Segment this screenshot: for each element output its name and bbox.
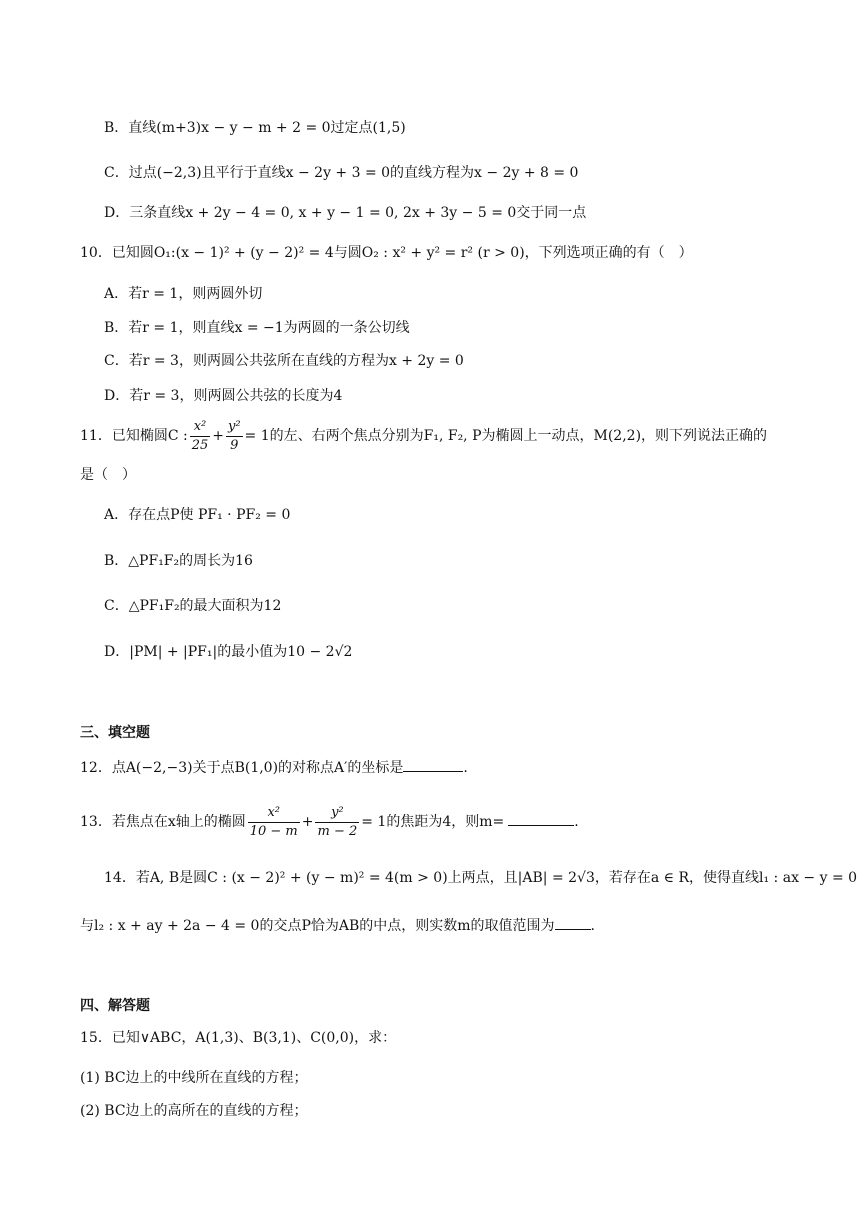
q9-option-d: D．三条直线x + 2y − 4 = 0, x + y − 1 = 0, 2x + 3y − 5 = 0交于同一点	[104, 205, 587, 221]
q9-option-c: C．过点(−2,3)且平行于直线x − 2y + 3 = 0的直线方程为x − 2y + 8 = 0	[104, 165, 579, 181]
q9-option-b: B．直线(m+3)x − y − m + 2 = 0过定点(1,5)	[104, 120, 406, 136]
q11-stem-pre: 11．已知椭圆C :	[80, 428, 188, 444]
q11-option-a: A．存在点P使 PF₁ · PF₂ = 0	[104, 507, 291, 523]
q11-stem	[80, 416, 767, 456]
q13-fraction-y-num: y²	[315, 804, 359, 823]
q14-answer-blank	[555, 915, 591, 930]
q13	[80, 798, 579, 846]
q13-end: .	[574, 814, 579, 830]
q11-fraction-y-num: y²	[226, 418, 243, 437]
q12-end: .	[463, 760, 468, 776]
q10-option-a: A．若r = 1，则两圆外切	[104, 286, 263, 302]
q11-fraction-y	[226, 418, 243, 455]
q13-post: = 1的焦距为4，则m=	[361, 814, 505, 830]
q11-stem-post: = 1的左、右两个焦点分别为F₁, F₂, P为椭圆上一动点，M(2,2)，则下列说法正确的	[244, 428, 768, 444]
q13-fraction-y	[315, 804, 359, 841]
q11-plus: +	[212, 428, 224, 444]
q15-part1: (1) BC边上的中线所在直线的方程；	[80, 1070, 308, 1086]
q13-plus: +	[301, 814, 314, 830]
q11-fraction-x-num: x²	[190, 418, 211, 437]
q11-stem-line2: 是（ ）	[80, 467, 136, 483]
q12-text: 12．点A(−2,−3)关于点B(1,0)的对称点A′的坐标是	[80, 760, 404, 776]
q13-fraction-x-num: x²	[248, 804, 300, 823]
section-fill-in-blank-heading: 三、填空题	[80, 725, 150, 741]
q13-pre: 13．若焦点在x轴上的椭圆	[80, 814, 246, 830]
q11-option-c: C．△PF₁F₂的最大面积为12	[104, 598, 282, 614]
q14-end: .	[590, 918, 595, 934]
q13-fraction-x	[248, 804, 300, 841]
q11-option-d: D．|PM| + |PF₁|的最小值为10 − 2√2	[104, 644, 353, 660]
q15-stem: 15．已知∨ABC，A(1,3)、B(3,1)、C(0,0)，求：	[80, 1030, 397, 1046]
q14-line2-text: 与l₂ : x + ay + 2a − 4 = 0的交点P恰为AB的中点，则实数m的取值范围为	[80, 918, 555, 934]
q11-fraction-x-den: 25	[191, 437, 209, 453]
q13-fraction-y-den: m − 2	[317, 823, 358, 839]
q11-fraction-x	[190, 418, 211, 455]
section-solutions-heading: 四、解答题	[80, 998, 150, 1014]
q13-fraction-x-den: 10 − m	[249, 823, 298, 839]
q11-fraction-y-den: 9	[230, 437, 239, 453]
q14-line1: 14．若A, B是圆C : (x − 2)² + (y − m)² = 4(m > 0)上两点，且|AB| = 2√3，若存在a ∈ R，使得直线l₁ : ax − y = 0	[104, 870, 858, 886]
q10-option-c: C．若r = 3，则两圆公共弦所在直线的方程为x + 2y = 0	[104, 353, 464, 369]
q11-option-b: B．△PF₁F₂的周长为16	[104, 553, 253, 569]
q12-answer-blank	[403, 757, 463, 772]
q10-stem: 10．已知圆O₁:(x − 1)² + (y − 2)² = 4与圆O₂ : x² + y² = r² (r > 0)，下列选项正确的有（ ）	[80, 245, 693, 261]
q10-option-b: B．若r = 1，则直线x = −1为两圆的一条公切线	[104, 320, 410, 336]
q15-part2: (2) BC边上的高所在的直线的方程；	[80, 1103, 308, 1119]
q10-option-d: D．若r = 3，则两圆公共弦的长度为4	[104, 388, 343, 404]
q12	[80, 757, 468, 778]
q14-line2	[80, 915, 595, 936]
q13-answer-blank	[508, 811, 574, 826]
